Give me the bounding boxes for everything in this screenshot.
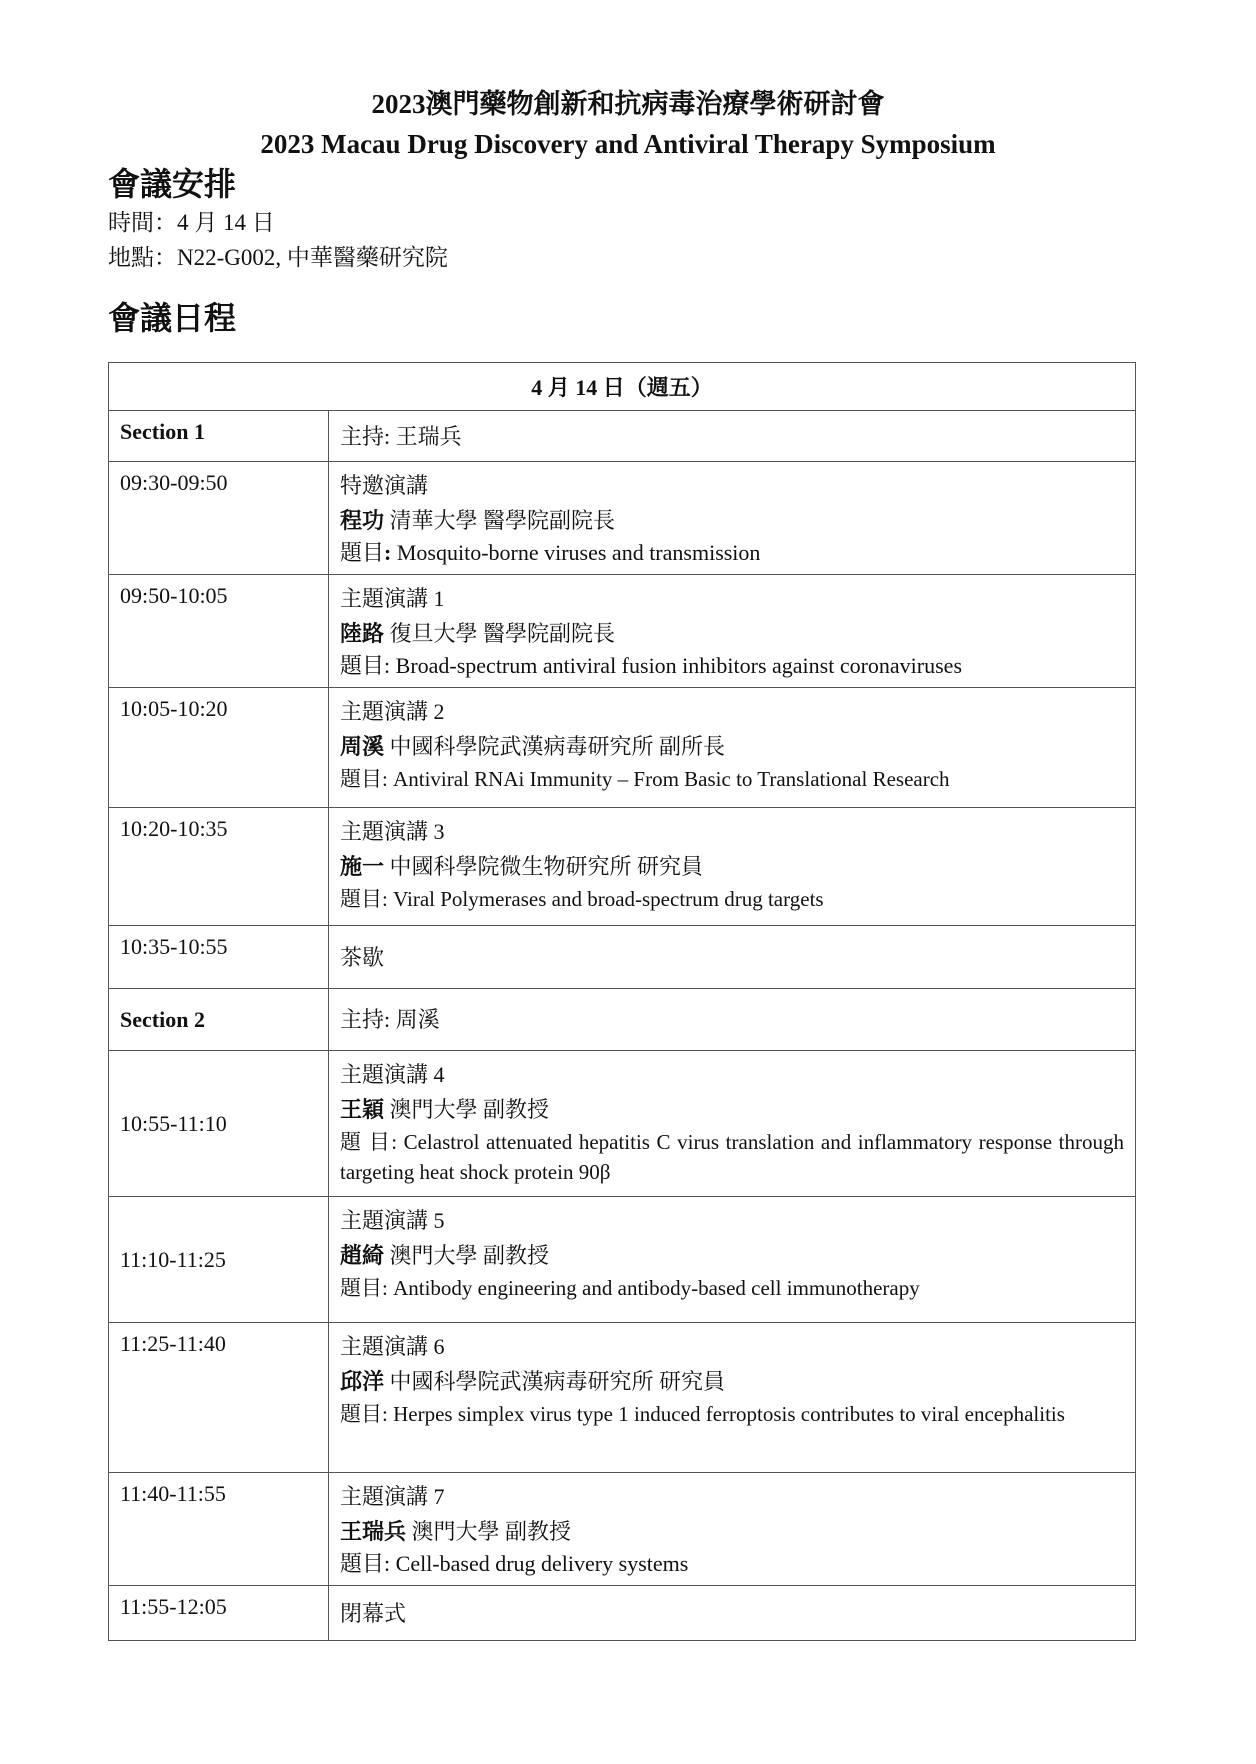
speaker-name: 程功: [340, 508, 385, 533]
agenda-heading: 會議日程: [108, 300, 237, 336]
time-slot: 10:20-10:35: [109, 808, 329, 926]
speaker-affiliation: 澳門大學 副教授: [384, 1097, 550, 1122]
talk-title-text: Antibody engineering and antibody-based cell immunotherapy: [387, 1276, 920, 1300]
title-colon: :: [382, 1402, 388, 1426]
time-slot: 09:50-10:05: [109, 575, 329, 688]
agenda-body: [109, 411, 1136, 1641]
table-row: [109, 1473, 1136, 1586]
time-slot: 11:10-11:25: [109, 1197, 329, 1323]
title-prefix: 題目: [340, 887, 382, 911]
talk-type: 主題演講 4: [340, 1062, 445, 1087]
speaker-affiliation: 中國科學院武漢病毒研究所 副所長: [384, 734, 726, 759]
title-prefix: 題目: [340, 1402, 382, 1426]
talk-title-text: Broad-spectrum antiviral fusion inhibitors against coronaviruses: [390, 653, 963, 678]
speaker-line: [340, 1514, 1124, 1549]
talk-cell: [329, 1323, 1136, 1473]
title-prefix: 題目: [340, 767, 382, 791]
talk-type: 主題演講 2: [340, 699, 445, 724]
speaker-line: [340, 729, 1124, 764]
talk-cell: [329, 688, 1136, 808]
table-row: [109, 1323, 1136, 1473]
meeting-time: 時間：4 月 14 日: [108, 210, 275, 235]
session-chair: 主持: 王瑞兵: [329, 411, 1136, 462]
table-row: [109, 688, 1136, 808]
table-row: [109, 1197, 1136, 1323]
title-prefix: 題目: [340, 540, 385, 565]
title-prefix: 題目: [340, 1276, 382, 1300]
table-row: [109, 1586, 1136, 1641]
speaker-line: [340, 1092, 1124, 1127]
time-slot: 11:40-11:55: [109, 1473, 329, 1586]
meeting-venue: 地點：N22-G002, 中華醫藥研究院: [108, 245, 448, 270]
talk-title-text: Mosquito-borne viruses and transmission: [391, 540, 761, 565]
table-row: [109, 575, 1136, 688]
section-label: Section 1: [109, 411, 329, 462]
speaker-affiliation: 中國科學院武漢病毒研究所 研究員: [384, 1369, 726, 1394]
table-row: [109, 808, 1136, 926]
arrangement-heading: 會議安排: [108, 166, 237, 202]
date-header-row: [109, 363, 1136, 411]
title-colon: :: [382, 887, 388, 911]
title-colon: :: [382, 767, 388, 791]
talk-title: [340, 1399, 1124, 1429]
title-colon: :: [384, 653, 391, 678]
speaker-affiliation: 清華大學 醫學院副院長: [384, 508, 616, 533]
title-colon: :: [382, 1276, 388, 1300]
speaker-line: [340, 616, 1124, 651]
time-slot: 10:05-10:20: [109, 688, 329, 808]
speaker-affiliation: 中國科學院微生物研究所 研究員: [384, 854, 704, 879]
closing-cell: 閉幕式: [329, 1586, 1136, 1641]
talk-title: [340, 651, 1124, 681]
speaker-line: [340, 849, 1124, 884]
title-prefix: 題目: [340, 1551, 385, 1576]
talk-title: [340, 1273, 1124, 1303]
table-row: [109, 411, 1136, 462]
talk-title: [340, 764, 1124, 794]
title-prefix: 題目: [340, 653, 385, 678]
speaker-name: 王瑞兵: [340, 1519, 407, 1544]
title-colon: :: [384, 540, 392, 565]
speaker-name: 王穎: [340, 1097, 385, 1122]
speaker-line: [340, 1364, 1124, 1399]
speaker-affiliation: 澳門大學 副教授: [406, 1519, 572, 1544]
talk-type: 主題演講 3: [340, 819, 445, 844]
speaker-name: 施一: [340, 854, 385, 879]
talk-cell: [329, 808, 1136, 926]
title-chinese: 2023澳門藥物創新和抗病毒治療學術研討會: [371, 89, 885, 119]
date-header: 4 月 14 日（週五）: [109, 363, 1136, 411]
title-prefix: 題 目: [340, 1130, 392, 1154]
talk-title-text: Celastrol attenuated hepatitis C virus translation and inflammatory response through targeting heat shock protein 90β: [340, 1130, 1124, 1184]
table-row: [109, 1051, 1136, 1197]
talk-title: [340, 538, 1124, 568]
title-english: 2023 Macau Drug Discovery and Antiviral Therapy Symposium: [260, 129, 996, 159]
talk-title: [340, 884, 1124, 914]
agenda-table: [108, 362, 1136, 1641]
title-colon: :: [384, 1551, 391, 1576]
talk-title: [340, 1127, 1124, 1187]
talk-title-text: Antiviral RNAi Immunity – From Basic to Translational Research: [387, 767, 950, 791]
table-row: [109, 989, 1136, 1051]
speaker-name: 周溪: [340, 734, 385, 759]
speaker-affiliation: 復旦大學 醫學院副院長: [384, 621, 616, 646]
time-slot: 11:55-12:05: [109, 1586, 329, 1641]
time-slot: 11:25-11:40: [109, 1323, 329, 1473]
talk-cell: [329, 575, 1136, 688]
break-cell: 茶歇: [329, 926, 1136, 989]
time-slot: 10:55-11:10: [109, 1051, 329, 1197]
talk-cell: [329, 1051, 1136, 1197]
speaker-line: [340, 503, 1124, 538]
talk-type: 主題演講 5: [340, 1208, 445, 1233]
table-row: [109, 462, 1136, 575]
time-slot: 09:30-09:50: [109, 462, 329, 575]
time-slot: 10:35-10:55: [109, 926, 329, 989]
talk-cell: [329, 462, 1136, 575]
talk-title: [340, 1549, 1124, 1579]
speaker-name: 邱洋: [340, 1369, 385, 1394]
title-colon: :: [391, 1130, 398, 1154]
talk-type: 主題演講 6: [340, 1334, 445, 1359]
speaker-name: 趙綺: [340, 1243, 385, 1268]
talk-title-text: Herpes simplex virus type 1 induced ferroptosis contributes to viral encephalitis: [387, 1402, 1065, 1426]
speaker-name: 陸路: [340, 621, 385, 646]
talk-title-text: Cell-based drug delivery systems: [390, 1551, 689, 1576]
speaker-affiliation: 澳門大學 副教授: [384, 1243, 550, 1268]
session-chair: 主持: 周溪: [329, 989, 1136, 1051]
talk-title-text: Viral Polymerases and broad-spectrum drug targets: [387, 887, 824, 911]
table-row: [109, 926, 1136, 989]
talk-type: 特邀演講: [340, 473, 429, 498]
talk-cell: [329, 1197, 1136, 1323]
talk-type: 主題演講 7: [340, 1484, 445, 1509]
speaker-line: [340, 1238, 1124, 1273]
talk-type: 主題演講 1: [340, 586, 445, 611]
talk-cell: [329, 1473, 1136, 1586]
section-label: Section 2: [109, 989, 329, 1051]
